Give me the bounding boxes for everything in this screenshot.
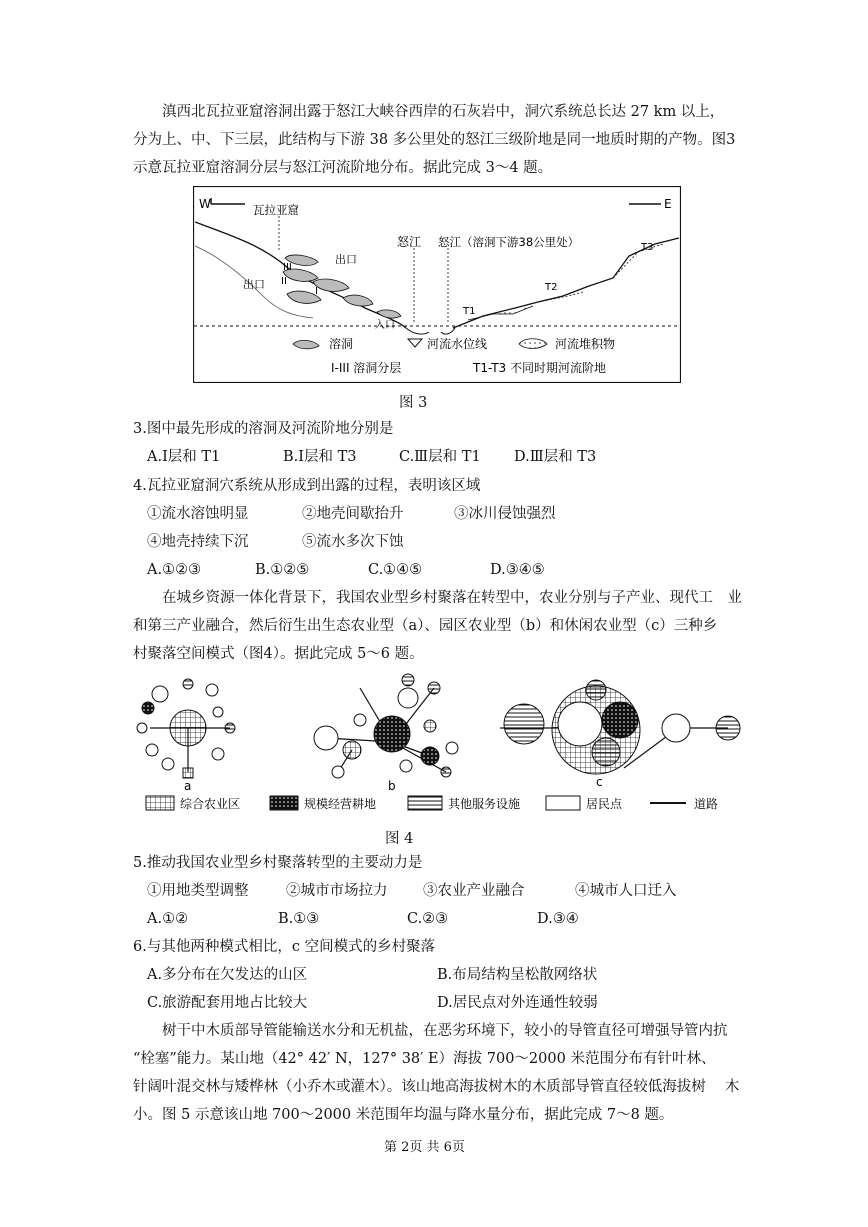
legend-residential: 居民点 (586, 797, 623, 811)
q6-option-b[interactable]: B.布局结构呈松散网络状 (437, 967, 598, 983)
q4-item-5: ⑤流水多次下蚀 (302, 534, 404, 550)
q4-option-d[interactable]: D.③④⑤ (490, 562, 545, 578)
passage-line: “栓塞”能力。某山地（42° 42′ N，127° 38′ E）海拔 700～2000 米范围分布有针叶林、 (133, 1051, 716, 1067)
east-label: E (664, 197, 672, 211)
pattern-b-park (314, 674, 458, 793)
passage-line: 和第三产业融合，然后衍生出生态农业型（a）、园区农业型（b）和休闲农业型（c）三种乡 (133, 618, 718, 634)
legend-terraces: T1-T3 不同时期河流阶地 (473, 361, 606, 375)
legend-water-level: 河流水位线 (427, 337, 488, 351)
q4-item-1: ①流水溶蚀明显 (147, 506, 249, 522)
q6-option-d[interactable]: D.居民点对外连通性较弱 (437, 995, 598, 1011)
q4-item-2: ②地壳间歇抬升 (302, 506, 404, 522)
terrace-t1-label: T1 (463, 306, 476, 317)
question-4-stem: 4.瓦拉亚窟洞穴系统从形成到出露的过程，表明该区域 (133, 478, 481, 494)
passage-intro-fig4 (133, 584, 749, 668)
legend-cave: 溶洞 (329, 337, 354, 351)
q4-item-4: ④地壳持续下沉 (147, 534, 249, 550)
pattern-c-leisure (500, 680, 740, 789)
figure-3-caption: 图 3 (399, 395, 428, 411)
entrance-label: 入口 (375, 320, 395, 331)
cave-name-label: 瓦拉亚窟 (253, 203, 299, 217)
q3-option-d[interactable]: D.Ⅲ层和 T3 (514, 449, 597, 465)
page-number: 第 2页 共 6页 (384, 1140, 465, 1155)
q4-item-3: ③冰川侵蚀强烈 (454, 506, 556, 522)
q5-item-2: ②城市市场拉力 (286, 883, 388, 899)
q6-option-a[interactable]: A.多分布在欠发达的山区 (147, 967, 308, 983)
pattern-a-ecological (137, 679, 235, 793)
legend-scale: 规模经营耕地 (304, 797, 377, 811)
legend-layers: I-III 溶洞分层 (331, 361, 402, 375)
q3-option-c[interactable]: C.Ⅲ层和 T1 (399, 449, 481, 465)
terrace-t2-label: T2 (545, 282, 558, 293)
passage-line: 滇西北瓦拉亚窟溶洞出露于怒江大峡谷西岸的石灰岩中，洞穴系统总长达 27 km 以上， (133, 104, 725, 120)
figure-3-cave-terrace-diagram (193, 186, 681, 383)
nujiang-label: 怒江 (397, 235, 422, 249)
q5-item-1: ①用地类型调整 (147, 883, 249, 899)
figure-4-caption: 图 4 (385, 831, 414, 847)
q4-option-a[interactable]: A.①②③ (147, 562, 202, 578)
passage-line: 树干中木质部导管能输送水分和无机盐，在恶劣环境下，较小的导管直径可增强导管内抗 (133, 1023, 728, 1039)
q6-option-c[interactable]: C.旅游配套用地占比较大 (147, 995, 308, 1011)
question-5-stem: 5.推动我国农业型乡村聚落转型的主要动力是 (133, 855, 423, 871)
label-b: b (388, 779, 396, 793)
terrace-t3-label: T3 (641, 242, 654, 253)
exit-upper-label: 出口 (335, 253, 357, 266)
passage-intro-fig3 (133, 98, 749, 182)
q4-option-c[interactable]: C.①④⑤ (368, 562, 423, 578)
q5-option-c[interactable]: C.②③ (407, 911, 449, 927)
q4-option-b[interactable]: B.①②⑤ (255, 562, 310, 578)
q5-option-d[interactable]: D.③④ (537, 911, 579, 927)
west-label: W (199, 197, 211, 211)
legend-deposit: 河流堆积物 (555, 337, 616, 351)
exit-mid-label: 出口 (243, 278, 265, 291)
question-6-stem: 6.与其他两种模式相比，c 空间模式的乡村聚落 (133, 939, 436, 955)
legend-service: 其他服务设施 (448, 797, 521, 811)
label-a: a (184, 779, 192, 793)
nujiang-downstream-label: 怒江（溶洞下游38公里处） (438, 235, 580, 249)
q5-option-a[interactable]: A.①② (147, 911, 189, 927)
layer-2-label: II (281, 276, 287, 287)
layer-3-label: III (283, 262, 292, 273)
q5-option-b[interactable]: B.①③ (278, 911, 320, 927)
passage-line: 在城乡资源一体化背景下，我国农业型乡村聚落在转型中，农业分别与子产业、现代工 业 (133, 590, 742, 606)
q5-item-4: ④城市人口迁入 (575, 883, 677, 899)
passage-line: 针阔叶混交林与矮桦林（小乔木或灌木）。该山地高海拔树木的木质部导管直径较低海拔树 木 (133, 1079, 740, 1095)
figure-4-settlement-patterns (130, 672, 762, 820)
q3-option-b[interactable]: B.Ⅰ层和 T3 (283, 449, 357, 465)
layer-1-label: I (315, 286, 318, 297)
q3-option-a[interactable]: A.Ⅰ层和 T1 (147, 449, 221, 465)
passage-line: 村聚落空间模式（图4）。据此完成 5～6 题。 (133, 646, 424, 662)
passage-line: 分为上、中、下三层，此结构与下游 38 多公里处的怒江三级阶地是同一地质时期的产物。图3 (133, 132, 736, 148)
legend-road: 道路 (694, 797, 719, 811)
passage-line: 示意瓦拉亚窟溶洞分层与怒江河流阶地分布。据此完成 3～4 题。 (133, 160, 553, 176)
label-c: c (596, 775, 603, 789)
passage-intro-fig5 (133, 1017, 749, 1129)
passage-line: 小。图 5 示意该山地 700～2000 米范围年均温与降水量分布，据此完成 7～8 题。 (133, 1107, 674, 1123)
q5-item-3: ③农业产业融合 (423, 883, 525, 899)
legend-integrated: 综合农业区 (180, 797, 241, 811)
question-3-stem: 3.图中最先形成的溶洞及河流阶地分别是 (133, 421, 394, 437)
